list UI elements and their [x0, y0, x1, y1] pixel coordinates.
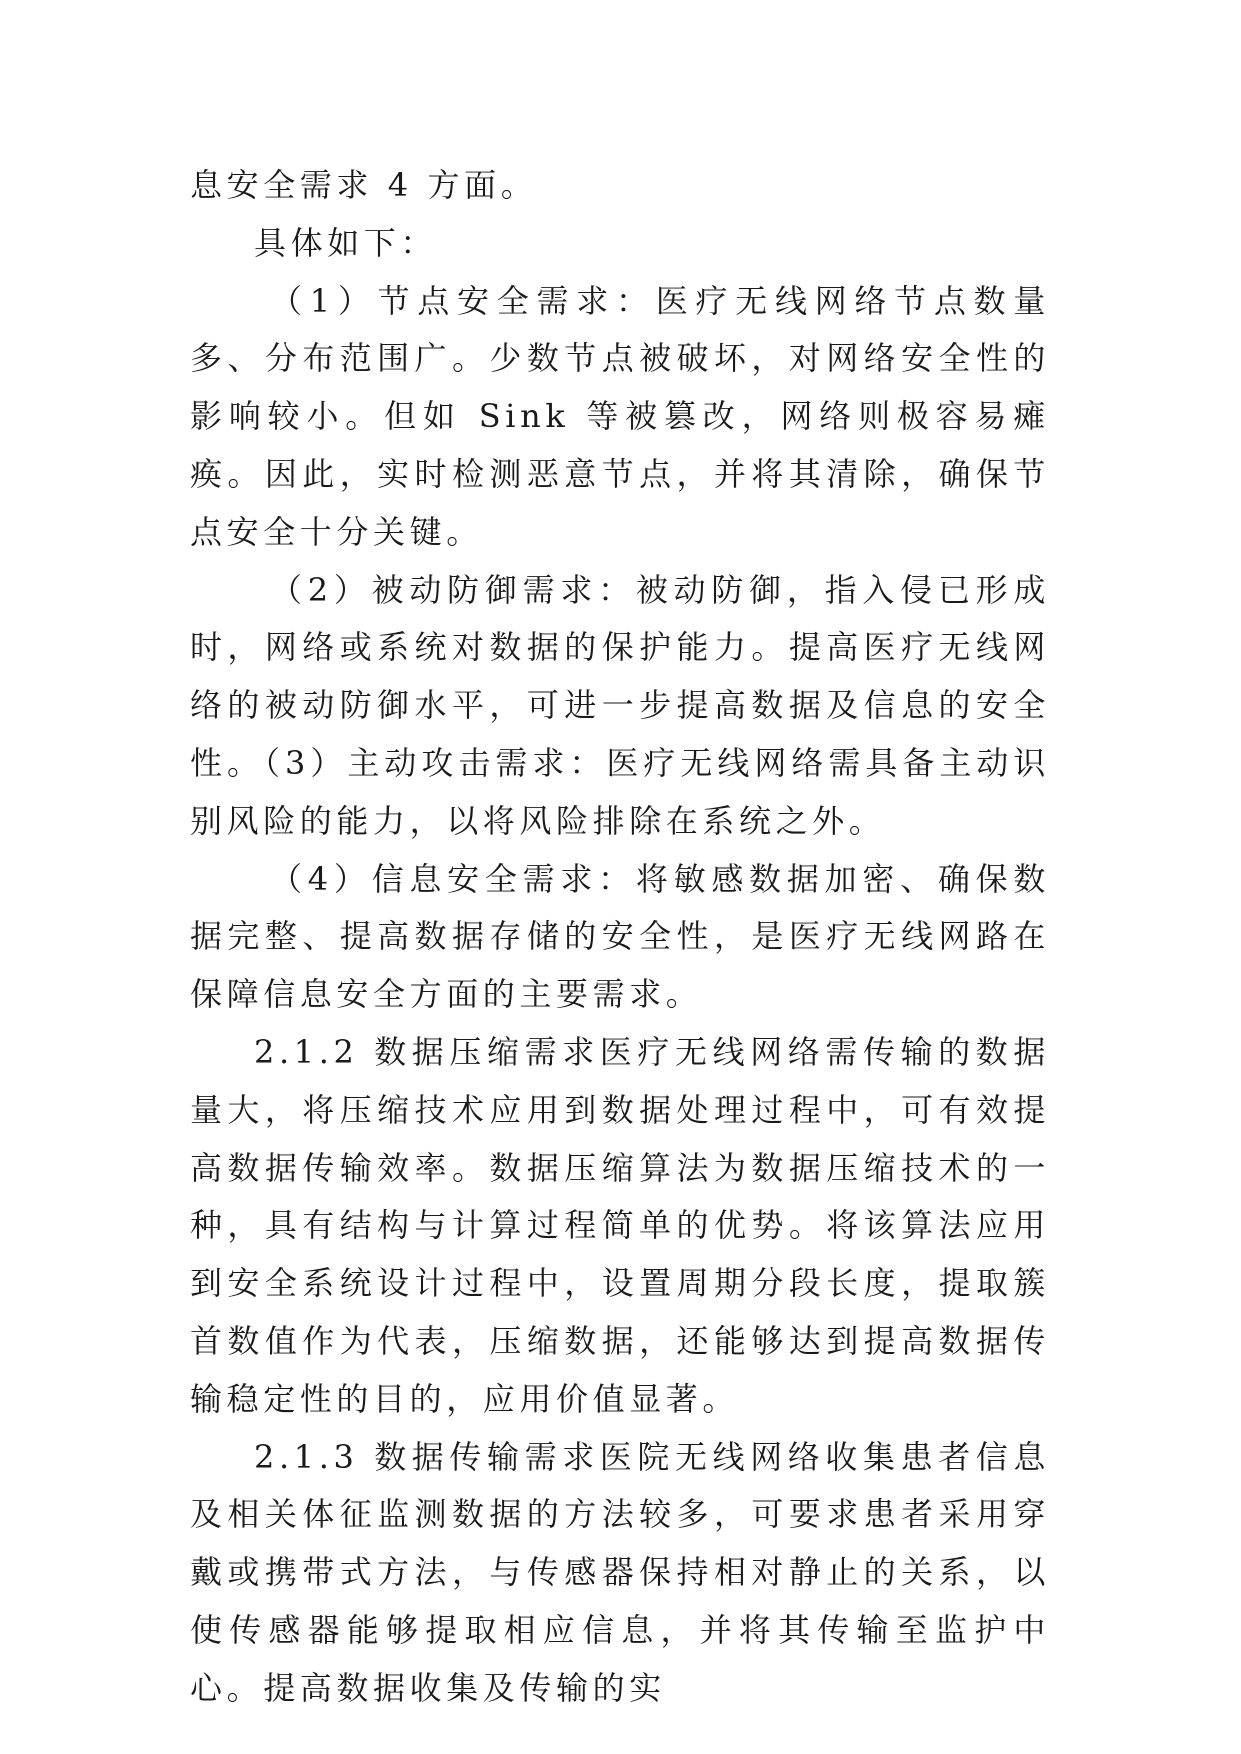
paragraph-data-compression: 2.1.2 数据压缩需求医疗无线网络需传输的数据量大，将压缩技术应用到数据处理过程中，可有效提高数据传输效率。数据压缩算法为数据压缩技术的一种，具有结构与计算过程简单的优势。将该算法应用到安全系统设计过程中，设置周期分段长度，提取簇首数值作为代表，压缩数据，还能够达到提高数据传输稳定性的目的，应用价值显著。: [190, 1032, 1050, 1418]
paragraph-continuation: 息安全需求 4 方面。: [190, 166, 538, 204]
paragraph-information-security: （4）信息安全需求：将敏感数据加密、确保数据完整、提高数据存储的安全性，是医疗无线网路在保障信息安全方面的主要需求。: [190, 859, 1050, 1014]
paragraph-passive-defense: （2）被动防御需求：被动防御，指入侵已形成时，网络或系统对数据的保护能力。提高医疗无线网络的被动防御水平，可进一步提高数据及信息的安全性。（3）主动攻击需求：医疗无线网络需具备主动识别风险的能力，以将风险排除在系统之外。: [190, 570, 1050, 840]
paragraph-node-security: （1）节点安全需求：医疗无线网络节点数量多、分布范围广。少数节点被破坏，对网络安全性的影响较小。但如 Sink 等被篡改，网络则极容易瘫痪。因此，实时检测恶意节点，并将其清除，确保节点安全十分关键。: [190, 281, 1050, 551]
document-body: [190, 157, 1050, 1718]
paragraph-data-transmission: 2.1.3 数据传输需求医院无线网络收集患者信息及相关体征监测数据的方法较多，可要求患者采用穿戴或携带式方法，与传感器保持相对静止的关系，以使传感器能够提取相应信息，并将其传输至监护中心。提高数据收集及传输的实: [190, 1437, 1050, 1707]
paragraph-intro: 具体如下：: [254, 223, 438, 262]
